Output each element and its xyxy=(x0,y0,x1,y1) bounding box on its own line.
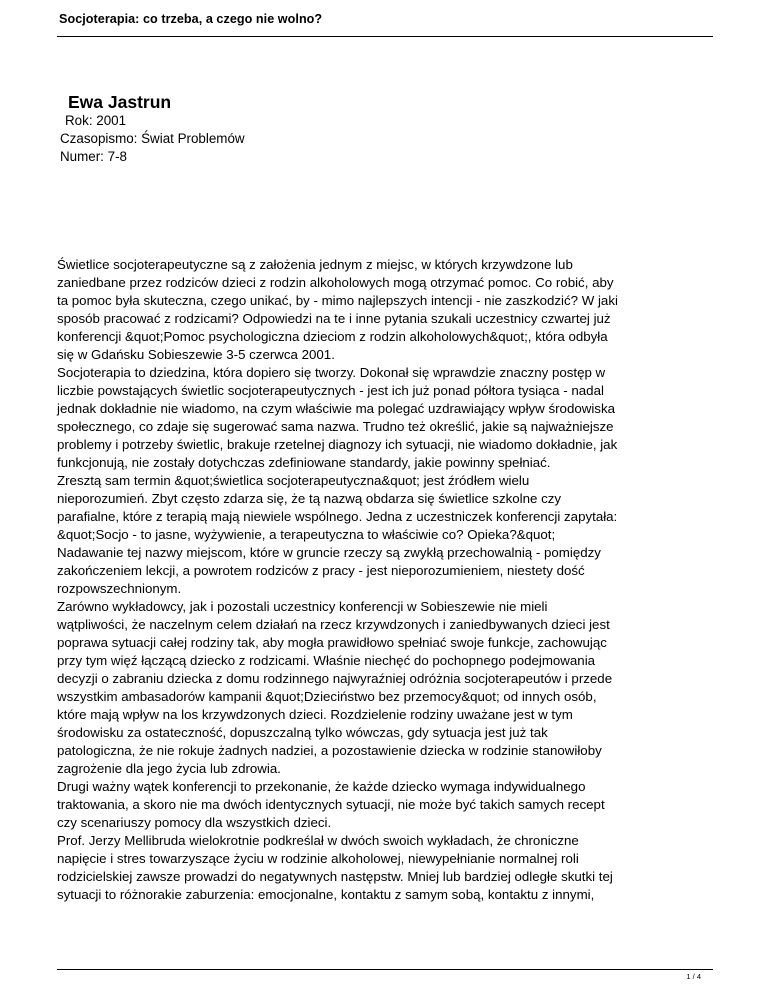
body-line: Prof. Jerzy Mellibruda wielokrotnie podkreślał w dwóch swoich wykładach, że chroniczne xyxy=(57,833,579,848)
body-line: konferencji &quot;Pomoc psychologiczna dzieciom z rodzin alkoholowych&quot;, która odbyła xyxy=(57,329,608,344)
meta-journal: Czasopismo: Świat Problemów xyxy=(60,131,245,146)
page-number: 1 / 4 xyxy=(686,972,701,981)
body-line: patologiczna, że nie rokuje żadnych nadziei, a pozostawienie dziecka w rodzinie stanowiłoby xyxy=(57,743,602,758)
body-line: jednak dokładnie nie wiadomo, na czym właściwie ma polegać uzdrawiający wpływ środowiska xyxy=(57,401,615,416)
body-line: nieporozumień. Zbyt często zdarza się, że tą nazwą obdarza się świetlice szkolne czy xyxy=(57,491,562,506)
body-line: zakończeniem lekcji, a powrotem rodziców z pracy - jest nieporozumieniem, niestety dość xyxy=(57,563,585,578)
page-footer xyxy=(57,969,713,982)
body-line: liczbie powstających świetlic socjoterapeutycznych - jest ich już ponad półtora tysiąca - nadal xyxy=(57,383,604,398)
body-line: rozpowszechnionym. xyxy=(57,581,182,596)
body-line: środowisku za ostateczność, dopuszczalną tylko wówczas, gdy sytuacja jest już tak xyxy=(57,725,548,740)
body-line: Nadawanie tej nazwy miejscom, które w gruncie rzeczy są zwykłą przechowalnią - pomiędzy xyxy=(57,545,601,560)
body-line: problemy i potrzeby świetlic, brakuje rzetelnej diagnozy ich sytuacji, nie wiadomo dokładnie, jak xyxy=(57,437,618,452)
body-line: Zresztą sam termin &quot;świetlica socjoterapeutyczna&quot; jest źródłem wielu xyxy=(57,473,530,488)
body-line: wątpliwości, że naczelnym celem działań na rzecz krzywdzonych i zaniedbywanych dzieci jest xyxy=(57,617,610,632)
body-line: się w Gdańsku Sobieszewie 3-5 czerwca 2001. xyxy=(57,347,335,362)
page-header xyxy=(57,12,713,37)
body-line: traktowania, a skoro nie ma dwóch identycznych sytuacji, nie może być takich samych recept xyxy=(57,797,605,812)
body-line: ta pomoc była skuteczna, czego unikać, by - mimo najlepszych intencji - nie zaszkodzić? W jaki xyxy=(57,293,618,308)
body-line: Świetlice socjoterapeutyczne są z założenia jednym z miejsc, w których krzywdzone lub xyxy=(57,257,573,272)
body-line: sposób pracować z rodzicami? Odpowiedzi na te i inne pytania szukali uczestnicy czwartej już xyxy=(57,311,611,326)
body-line: zagrożenie dla jego życia lub zdrowia. xyxy=(57,761,281,776)
body-line: funkcjonują, nie zostały dotychczas zdefiniowane standardy, jakie powinny spełniać. xyxy=(57,455,551,470)
body-line: rodzicielskiej zawsze prowadzi do negatywnych następstw. Mniej lub bardziej odległe skutki tej xyxy=(57,869,613,884)
body-line: parafialne, które z terapią mają niewiele wspólnego. Jedna z uczestniczek konferencji zapytała: xyxy=(57,509,618,524)
body-line: czy scenariuszy pomocy dla wszystkich dzieci. xyxy=(57,815,332,830)
document-title: Socjoterapia: co trzeba, a czego nie wolno? xyxy=(59,12,323,26)
article-body xyxy=(57,256,717,904)
body-line: decyzji o zabraniu dziecka z domu rodzinnego najwyraźniej odróżnia socjoterapeutów i przede xyxy=(57,671,613,686)
body-line: sytuacji to różnorakie zaburzenia: emocjonalne, kontaktu z samym sobą, kontaktu z innymi, xyxy=(57,887,595,902)
body-line: poprawa sytuacji całej rodziny tak, aby mogła prawidłowo spełniać swoje funkcje, zachowując xyxy=(57,635,607,650)
body-line: &quot;Socjo - to jasne, wyżywienie, a terapeutyczna to właściwie co? Opieka?&quot; xyxy=(57,527,556,542)
meta-issue: Numer: 7-8 xyxy=(60,149,127,164)
body-line: Socjoterapia to dziedzina, która dopiero się tworzy. Dokonał się wprawdzie znaczny postęp w xyxy=(57,365,606,380)
author-name: Ewa Jastrun xyxy=(68,92,172,112)
body-line: napięcie i stres towarzyszące życiu w rodzinie alkoholowej, niewypełnianie normalnej roli xyxy=(57,851,579,866)
body-line: Drugi ważny wątek konferencji to przekonanie, że każde dziecko wymaga indywidualnego xyxy=(57,779,586,794)
body-line: przy tym więź łączącą dziecko z rodzicami. Właśnie niechęć do pochopnego podejmowania xyxy=(57,653,596,668)
body-line: Zarówno wykładowcy, jak i pozostali uczestnicy konferencji w Sobieszewie nie mieli xyxy=(57,599,548,614)
article-metadata xyxy=(60,112,245,166)
meta-year: Rok: 2001 xyxy=(65,113,127,128)
body-line: wszystkim ambasadorów kampanii &quot;Dzieciństwo bez przemocy&quot; od innych osób, xyxy=(57,689,597,704)
body-line: które mają wpływ na los krzywdzonych dzieci. Rozdzielenie rodziny uważane jest w tym xyxy=(57,707,573,722)
body-line: zaniedbane przez rodziców dzieci z rodzin alkoholowych mogą otrzymać pomoc. Co robić, aby xyxy=(57,275,614,290)
body-line: społecznego, co zdaje się sugerować sama nazwa. Trudno też określić, jakie są najważniejsze xyxy=(57,419,614,434)
